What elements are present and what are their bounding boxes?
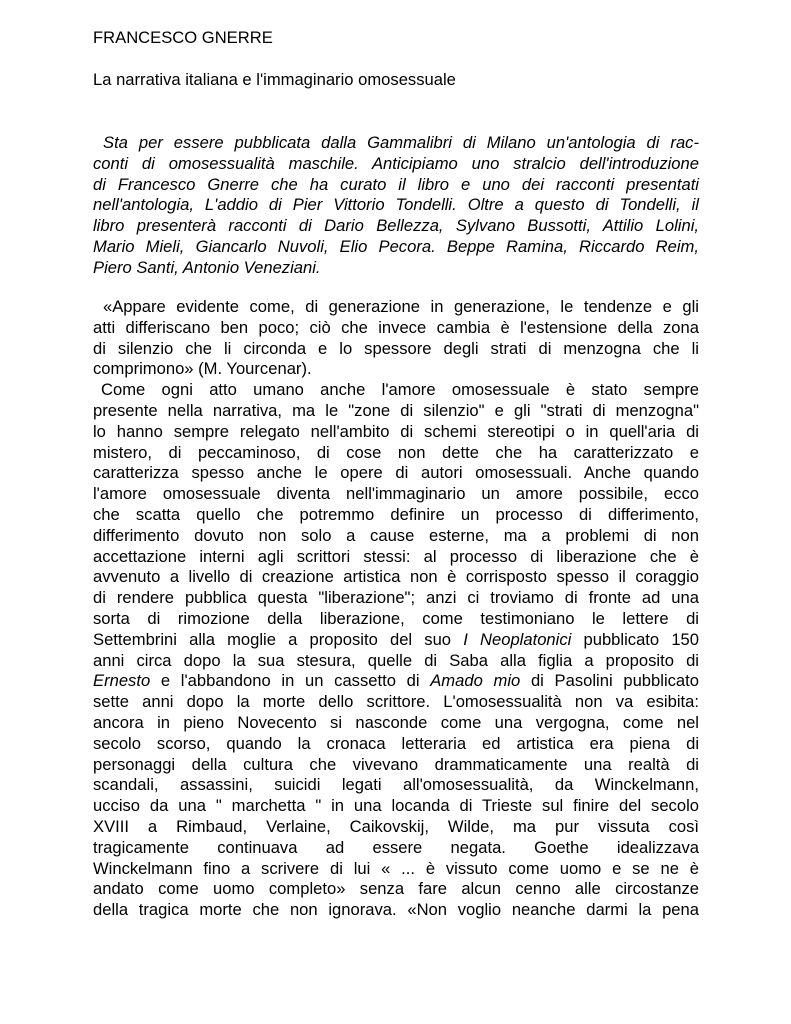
intro-line: Sta per essere pubblicata dalla Gammalibri di Milano un'antologia di rac- [103, 133, 699, 152]
paragraph-line: accettazione interni agli scrittori stessi: al processo di liberazione che è [93, 546, 699, 566]
paragraph-line: caratterizza spesso anche le opere di autori omosessuali. Anche quando [93, 463, 699, 483]
quote-line: «Appare evidente come, di generazione in generazione, le tendenze e gli [103, 297, 699, 316]
paragraph-line: mistero, di peccaminoso, di cose non dette che ha caratterizzato e [93, 442, 699, 462]
paragraph-line: della tragica morte che non ignorava. «Non voglio neanche darmi la pena [93, 900, 699, 920]
paragraph-line: scandali, assassini, suicidi legati all'omosessualità, da Winckelmann, [93, 775, 699, 795]
paragraph-line: Winckelmann fino a scrivere di lui « ... è vissuto come uomo e se ne è [93, 858, 699, 878]
line-text: Settembrini alla moglie a proposito del suo [93, 629, 464, 649]
paragraph-line: XVIII a Rimbaud, Verlaine, Caikovskij, Wilde, ma pur vissuta così [93, 816, 699, 836]
paragraph-line: ancora in pieno Novecento si nasconde come una vergogna, come nel [93, 712, 699, 732]
intro-line: conti di omosessualità maschile. Anticipiamo uno stralcio dell'introduzione [93, 153, 699, 173]
paragraph-line: andato come uomo completo» senza fare alcun cenno alle circostanze [93, 879, 699, 899]
book-title: Amado mio [430, 671, 521, 691]
intro-line: libro presenterà racconti di Dario Bellezza, Sylvano Bussotti, Attilio Lolini, [93, 216, 699, 236]
paragraph-line: presente nella narrativa, ma le "zone di silenzio" e gli "strati di menzogna" [93, 400, 699, 420]
paragraph-line: anni circa dopo la sua stesura, quelle di Saba alla figlia a proposito di [93, 650, 699, 670]
paragraph-line: l'amore omosessuale diventa nell'immaginario un amore possibile, ecco [93, 484, 699, 504]
paragraph-line: sorta di rimozione della liberazione, come testimoniano le lettere di [93, 608, 699, 628]
paragraph-line: tragicamente continuava ad essere negata. Goethe idealizzava [93, 837, 699, 857]
author-name: FRANCESCO GNERRE [93, 28, 273, 47]
book-title: I Neoplatonici [463, 629, 572, 649]
paragraph-line: avvenuto a livello di creazione artistica non è corrisposto spesso il coraggio [93, 567, 699, 587]
paragraph-line: personaggi della cultura che vivevano drammaticamente una realtà di [93, 754, 699, 774]
paragraph-line: lo hanno sempre relegato nell'ambito di schemi stereotipi o in quell'aria di [93, 421, 699, 441]
intro-line: nell'antologia, L'addio di Pier Vittorio Tondelli. Oltre a questo di Tondelli, il [93, 195, 699, 215]
paragraph-line: secolo scorso, quando la cronaca letteraria ed artistica era piena di [93, 733, 699, 753]
intro-line: Piero Santi, Antonio Veneziani. [93, 257, 321, 277]
quote-line: comprimono» (M. Yourcenar). [93, 359, 312, 379]
intro-line: di Francesco Gnerre che ha curato il libro e uno dei racconti presentati [93, 174, 699, 194]
line-text: pubblicato 150 [571, 629, 700, 649]
body-text [93, 297, 699, 921]
paragraph-line: che scatta quello che potremmo definire un processo di differimento, [93, 504, 699, 524]
paragraph-line [93, 671, 699, 692]
paragraph-line: ucciso da una " marchetta " in una locanda di Trieste sul finire del secolo [93, 796, 699, 816]
line-text: e l'abbandono in un cassetto di [150, 671, 431, 691]
quote-line: di silenzio che li circonda e lo spessore degli strati di menzogna che li [93, 338, 699, 358]
paragraph-line: di rendere pubblica questa "liberazione"; anzi ci troviamo di fronte ad una [93, 588, 699, 608]
paragraph-line: sette anni dopo la morte dello scrittore. L'omosessualità non va esibita: [93, 692, 699, 712]
article-title: La narrativa italiana e l'immaginario omosessuale [93, 70, 456, 89]
book-title: Ernesto [93, 671, 151, 691]
paragraph-line [93, 630, 699, 651]
line-text: di Pasolini pubblicato [520, 671, 699, 691]
quote-line: atti differiscano ben poco; ciò che invece cambia è l'estensione della zona [93, 317, 699, 337]
intro-paragraph [93, 133, 699, 279]
paragraph-line: differimento dovuto non solo a cause esterne, ma a problemi di non [93, 525, 699, 545]
intro-line: Mario Mieli, Giancarlo Nuvoli, Elio Pecora. Beppe Ramina, Riccardo Reim, [93, 236, 699, 256]
paragraph-line: Come ogni atto umano anche l'amore omosessuale è stato sempre [101, 380, 699, 400]
